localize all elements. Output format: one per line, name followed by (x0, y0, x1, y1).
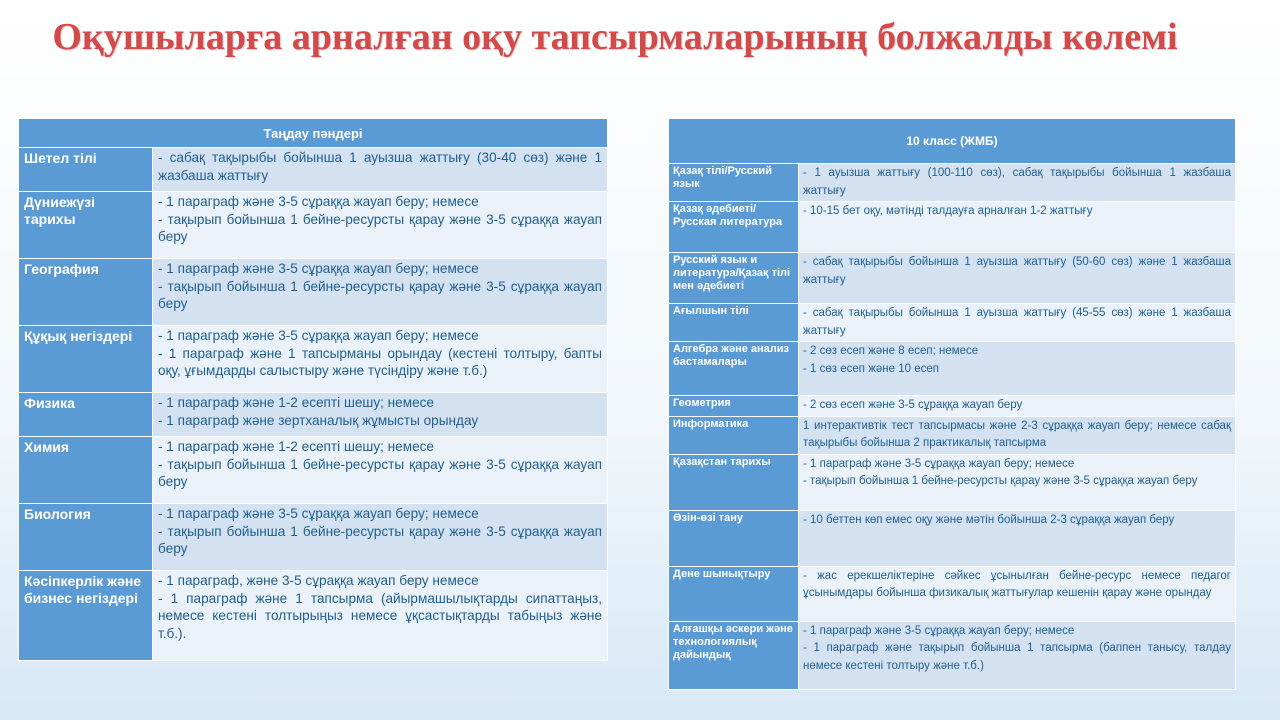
description-line: - 1 параграф және 3-5 сұраққа жауап беру; немесе (158, 261, 479, 276)
description-cell (153, 192, 608, 259)
elective-subjects-table (18, 118, 608, 661)
description-line: - 1 параграф және тақырып бойынша 1 тапсырма (баппен танысу, талдау немесе кестені толтыру және т.б.) (803, 642, 1231, 672)
description-cell (153, 437, 608, 504)
description-cell (799, 621, 1236, 689)
description-line: - 1 параграф және 1 тапсырма (айырмашылықтарды сипаттаңыз, немесе кестені толтырыңыз немесе ұқсастықтарды табыңыз және т.б.). (158, 590, 602, 641)
description-line: - 1 сөз есеп және 10 есеп (803, 362, 939, 375)
table-row (19, 437, 608, 504)
subject-cell: Геометрия (669, 396, 799, 417)
description-line: - жас ерекшеліктеріне сәйкес ұсынылған бейне-ресурс немесе педагог ұсынымдары бойынша физикалық жаттығулар кешенін қарау және орындау (803, 569, 1231, 599)
subject-cell: Химия (19, 437, 153, 504)
description-line: - сабақ тақырыбы бойынша 1 ауызша жаттығу (50-60 сөз) және 1 жазбаша жаттығу (803, 256, 1231, 286)
description-line: 1 интерактивтік тест тапсырмасы және 2-3 сұраққа жауап беру; немесе сабақ тақырыбы бойынша 2 практикалық тапсырма (803, 419, 1231, 449)
subject-cell: Қазақ әдебиеті/Русская литература (669, 202, 799, 253)
table-row (669, 253, 1236, 304)
table-row (19, 571, 608, 661)
description-cell (799, 416, 1236, 454)
subject-cell: География (19, 259, 153, 326)
subject-cell: Биология (19, 504, 153, 571)
subject-cell: Дүниежүзі тарихы (19, 192, 153, 259)
description-cell (799, 253, 1236, 304)
description-line: - тақырып бойынша 1 бейне-ресурсты қарау және 3-5 сұраққа жауап беру (803, 475, 1198, 487)
description-line: - тақырып бойынша 1 бейне-ресурсты қарау және 3-5 сұраққа жауап беру (158, 278, 602, 311)
subject-cell: Кәсіпкерлік және бизнес негіздері (19, 571, 153, 661)
table-row (669, 454, 1236, 510)
description-line: - тақырып бойынша 1 бейне-ресурсты қарау және 3-5 сұраққа жауап беру (158, 456, 602, 489)
description-line: - 10 беттен көп емес оқу және мәтін бойынша 2-3 сұраққа жауап беру (803, 513, 1175, 526)
subject-cell: Өзін-өзі тану (669, 510, 799, 566)
table-row (19, 148, 608, 192)
subject-cell: Информатика (669, 416, 799, 454)
table-row (19, 326, 608, 393)
description-line: - 2 сөз есеп және 3-5 сұраққа жауап беру (803, 399, 1023, 411)
description-cell (153, 504, 608, 571)
description-line: - 1 ауызша жаттығу (100-110 сөз), сабақ тақырыбы бойынша 1 жазбаша жаттығу (803, 167, 1231, 197)
subject-cell: Ағылшын тілі (669, 304, 799, 342)
table-row (19, 259, 608, 326)
description-line: - 1 параграф және 3-5 сұраққа жауап беру; немесе (158, 506, 479, 521)
subject-cell: Қазақстан тарихы (669, 454, 799, 510)
grade-10-table (668, 118, 1236, 690)
description-cell (799, 510, 1236, 566)
description-cell (153, 571, 608, 661)
description-line: - 2 сөз есеп және 8 есеп; немесе (803, 345, 979, 357)
table-row (669, 566, 1236, 621)
description-cell (799, 202, 1236, 253)
description-line: - тақырып бойынша 1 бейне-ресурсты қарау және 3-5 сұраққа жауап беру (158, 211, 602, 244)
description-cell (153, 393, 608, 437)
table-header: 10 класс (ЖМБ) (669, 119, 1236, 164)
description-line: - 1 параграф және 3-5 сұраққа жауап беру; немесе (158, 328, 479, 343)
description-cell (799, 164, 1236, 202)
subject-cell: Шетел тілі (19, 148, 153, 192)
subject-cell: Русский язык и литература/Қазақ тілі мен әдебиеті (669, 253, 799, 304)
description-cell (153, 148, 608, 192)
table-row (19, 192, 608, 259)
description-line: - сабақ тақырыбы бойынша 1 ауызша жаттығу (30-40 сөз) және 1 жазбаша жаттығу (158, 150, 602, 183)
table-header: Таңдау пәндері (19, 119, 608, 148)
description-line: - 1 параграф және 1-2 есепті шешу; немесе (158, 439, 434, 454)
table-row (669, 304, 1236, 342)
table-row (669, 342, 1236, 396)
description-cell (799, 304, 1236, 342)
table-row (669, 164, 1236, 202)
description-line: - 1 параграф және 3-5 сұраққа жауап беру; немесе (158, 194, 479, 209)
subject-cell: Құқық негіздері (19, 326, 153, 393)
description-line: - 1 параграф және 3-5 сұраққа жауап беру; немесе (803, 624, 1075, 637)
subject-cell: Алғашқы әскери және технологиялық дайындық (669, 621, 799, 689)
subject-cell: Қазақ тілі/Русский язык (669, 164, 799, 202)
table-row (669, 510, 1236, 566)
description-line: - 1 параграф, және 3-5 сұраққа жауап беру немесе (158, 573, 479, 588)
table-row (669, 396, 1236, 417)
description-line: - 1 параграф және зертханалық жұмысты орындау (158, 412, 479, 428)
description-cell (799, 566, 1236, 621)
description-line: - тақырып бойынша 1 бейне-ресурсты қарау және 3-5 сұраққа жауап беру (158, 523, 602, 556)
description-line: - 1 параграф және 1 тапсырманы орындау (кестені толтыру, бапты оқу, ұғымдарды салыстыру және түсіндіру және т.б.) (158, 345, 602, 378)
subject-cell: Алгебра және анализ бастамалары (669, 342, 799, 396)
table-row (19, 504, 608, 571)
table-row (669, 416, 1236, 454)
description-line: - 1 параграф және 1-2 есепті шешу; немесе (158, 395, 434, 410)
description-cell (153, 259, 608, 326)
table-row (19, 393, 608, 437)
description-cell (799, 454, 1236, 510)
description-cell (799, 342, 1236, 396)
description-cell (153, 326, 608, 393)
description-line: - 10-15 бет оқу, мәтінді талдауға арналған 1-2 жаттығу (803, 205, 1093, 217)
description-line: - сабақ тақырыбы бойынша 1 ауызша жаттығу (45-55 сөз) және 1 жазбаша жаттығу (803, 307, 1231, 337)
page-title: Оқушыларға арналған оқу тапсырмаларының болжалды көлемі (52, 16, 1178, 58)
table-row (669, 202, 1236, 253)
subject-cell: Физика (19, 393, 153, 437)
table-row (669, 621, 1236, 689)
description-cell (799, 396, 1236, 417)
description-line: - 1 параграф және 3-5 сұраққа жауап беру; немесе (803, 457, 1075, 470)
subject-cell: Дене шынықтыру (669, 566, 799, 621)
